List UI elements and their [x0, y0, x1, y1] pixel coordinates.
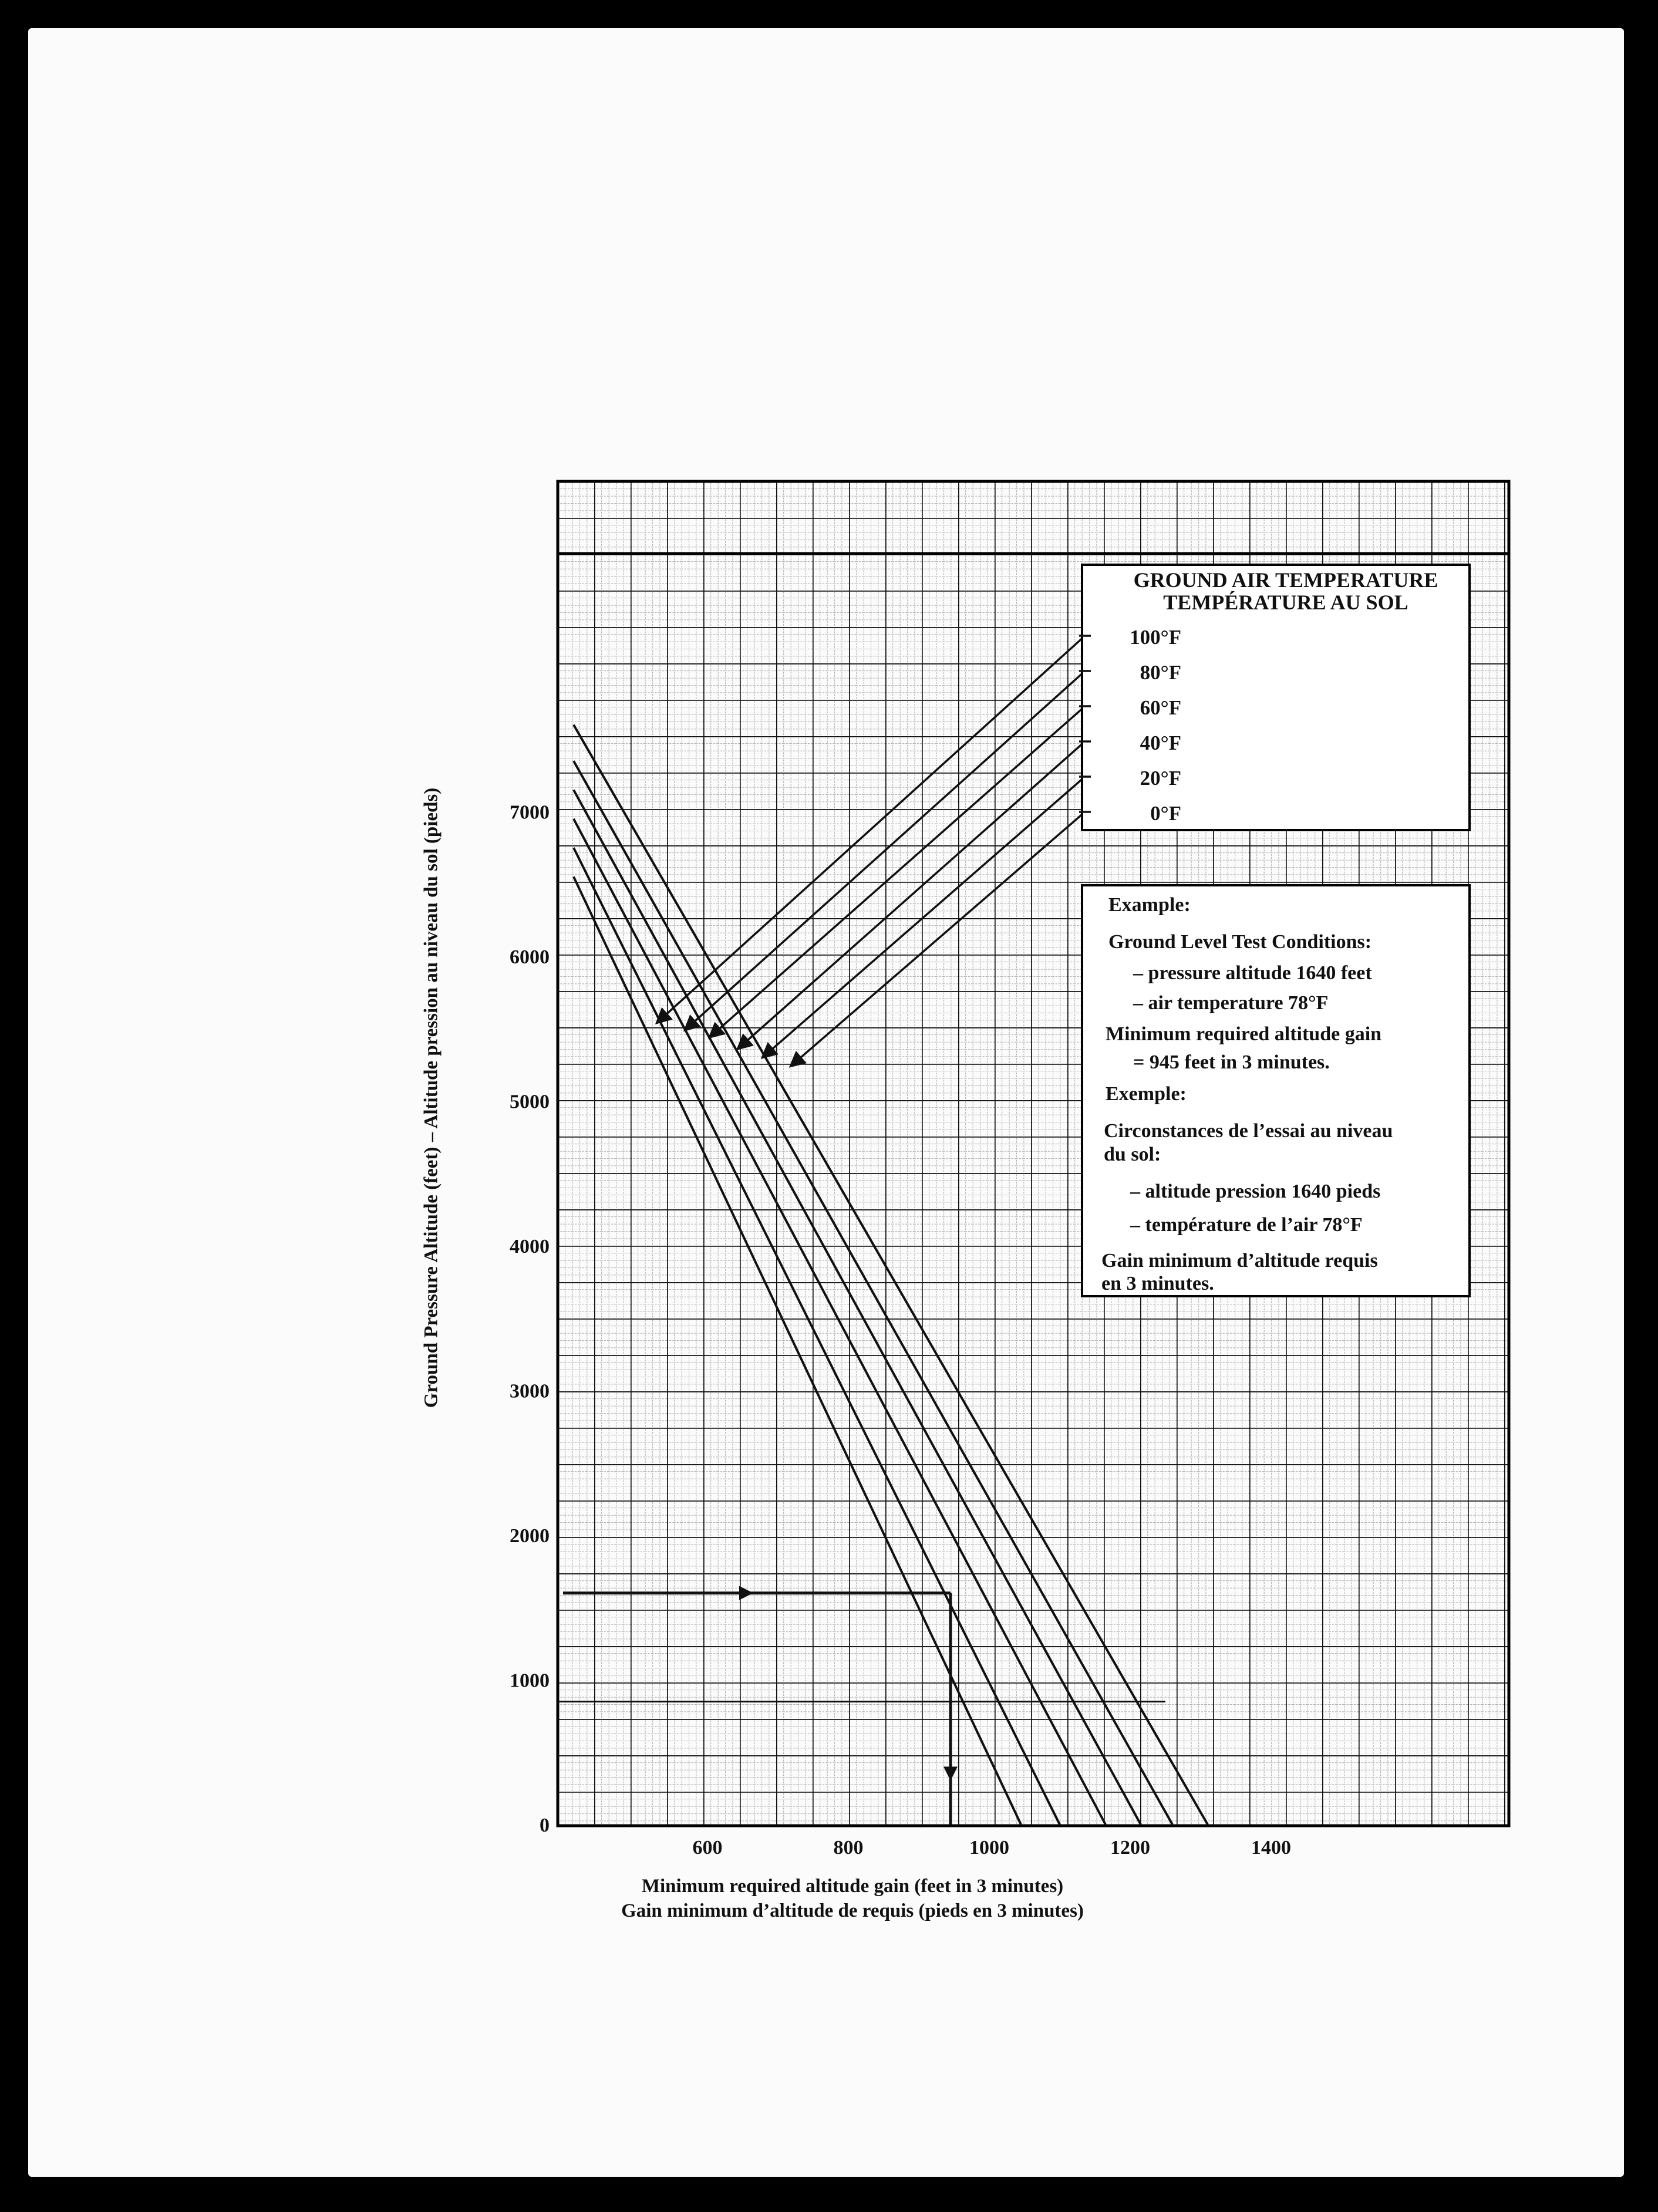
example-line: – altitude pression 1640 pieds: [1130, 1181, 1381, 1202]
example-line: Ground Level Test Conditions:: [1108, 931, 1372, 953]
example-box: [1082, 885, 1470, 1296]
legend-entry-label: 20°F: [1140, 767, 1181, 790]
x-tick-label: 1400: [1251, 1837, 1291, 1859]
y-tick-label: 7000: [510, 801, 550, 824]
x-tick-label: 1000: [969, 1837, 1009, 1859]
legend-entry-label: 60°F: [1140, 696, 1181, 719]
legend-title: GROUND AIR TEMPERATURE: [1133, 568, 1438, 592]
example-line: – pressure altitude 1640 feet: [1133, 962, 1372, 984]
x-tick-label: 800: [833, 1837, 864, 1859]
x-tick-label: 600: [692, 1837, 723, 1859]
legend-title-fr: TEMPÉRATURE AU SOL: [1163, 591, 1408, 614]
y-tick-label: 4000: [510, 1236, 550, 1257]
y-axis-title: Ground Pressure Altitude (feet) – Altitude pression au niveau du sol (pieds): [420, 787, 442, 1408]
example-line: – air temperature 78°F: [1133, 992, 1329, 1014]
legend-entry-label: 100°F: [1130, 626, 1181, 649]
x-tick-label: 1200: [1110, 1837, 1150, 1859]
example-line: Exemple:: [1106, 1083, 1187, 1105]
legend-entry-label: 40°F: [1140, 731, 1181, 754]
example-line: en 3 minutes.: [1101, 1273, 1214, 1294]
legend-entry-label: 0°F: [1150, 802, 1181, 825]
y-tick-label: 6000: [510, 946, 550, 968]
example-line: – température de l’air 78°F: [1130, 1214, 1363, 1236]
legend: [1079, 565, 1470, 830]
y-tick-label: 0: [540, 1815, 550, 1836]
x-axis-title-fr: Gain minimum d’altitude de requis (pieds en 3 minutes): [621, 1900, 1084, 1921]
example-line: = 945 feet in 3 minutes.: [1133, 1051, 1330, 1073]
example-line: du sol:: [1104, 1144, 1161, 1165]
x-axis-title: Minimum required altitude gain (feet in 3 minutes): [641, 1876, 1064, 1897]
example-line: Circonstances de l’essai au niveau: [1104, 1120, 1393, 1142]
example-line: Minimum required altitude gain: [1106, 1023, 1382, 1045]
example-line: Gain minimum d’altitude requis: [1101, 1250, 1378, 1272]
example-line: Example:: [1108, 894, 1191, 916]
y-tick-label: 5000: [510, 1091, 550, 1113]
y-tick-label: 2000: [510, 1525, 550, 1547]
y-tick-label: 3000: [510, 1380, 550, 1402]
legend-entry-label: 80°F: [1140, 661, 1181, 684]
y-tick-label: 1000: [510, 1670, 550, 1692]
